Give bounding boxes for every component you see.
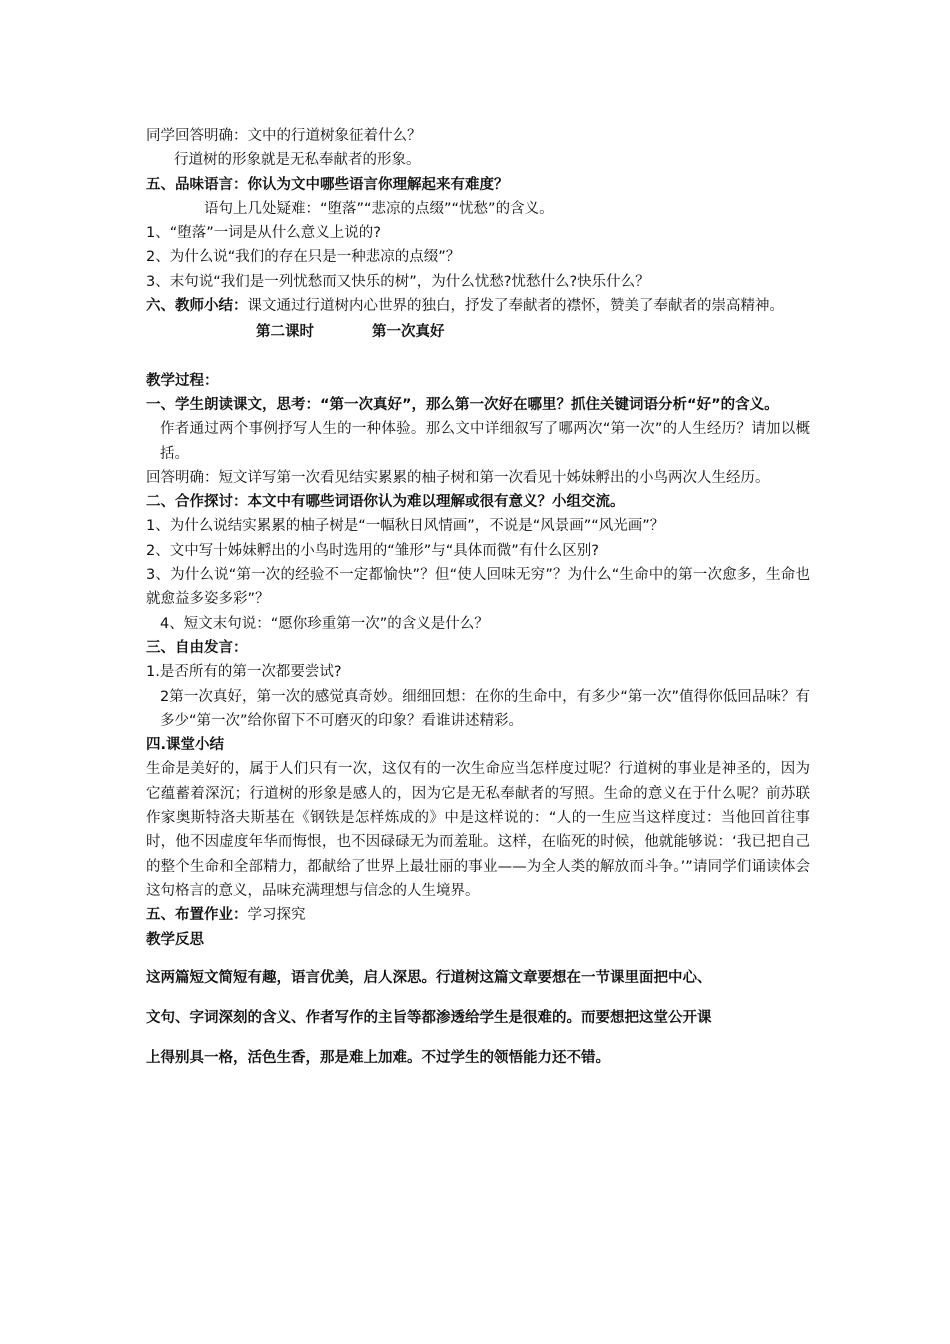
reflection-line: 上得别具一格，活色生香，那是难上加难。不过学生的领悟能力还不错。 [146,1050,610,1067]
question-item: 2、为什么说“我们的存在只是一种悲凉的点缀”？ [146,249,461,266]
paragraph: 作者通过两个事例抒写人生的一种体验。那么文中详细叙写了哪两次“第一次”的人生经历？请加以概括。 [160,421,810,462]
section-heading: 五、布置作业： [146,907,248,924]
reflection-line: 文句、字词深刻的含义、作者写作的主旨等都渗透给学生是很难的。而要想把这堂公开课 [146,1010,712,1027]
reflection-line: 这两篇短文简短有趣，语言优美，启人深思。行道树这篇文章要想在一节课里面把中心、 [146,969,712,986]
text-line: 同学回答明确：文中的行道树象征着什么？ [146,128,422,144]
section-heading: 教学反思 [146,931,204,948]
question-item: 1.是否所有的第一次都要尝试? [146,664,342,681]
question-item: 1、“堕落”一词是从什么意义上说的? [146,225,381,242]
section-heading: 二、合作探讨：本文中有哪些词语你认为难以理解或很有意义？小组交流。 [146,494,625,511]
homework [146,903,810,927]
text-line: 行道树的形象就是无私奉献者的形象。 [174,152,421,169]
paragraph: 生命是美好的，属于人们只有一次，这仅有的一次生命应当怎样度过呢？行道树的事业是神圣的，因为它蕴蓄着深沉；行道树的形象是感人的，因为它是无私奉献者的写照。生命的意义在于什么呢？前苏联作家奥斯特洛夫斯基在《钢铁是怎样炼成的》中是这样说的：“人的一生应当这样度过：当他回首往事时，他不因虚度年华而悔恨，也不因碌碌无为而羞耻。这样，在临死的时候，他就能够说：‘我已把自己的整个生命和全部精力，都献给了世界上最壮丽的事业——为全人类的解放而斗争。’”请同学们诵读体会这句格言的意义，品味充满理想与信念的人生境界。 [146,761,810,899]
homework-text: 学习探究 [247,907,306,924]
question-item: 2第一次真好，第一次的感觉真奇妙。细细回想：在你的生命中，有多少“第一次”值得你低回品味？有多少“第一次”给你留下不可磨灭的印象？看谁讲述精彩。 [160,688,810,729]
question-item: 2、文中写十姊妹孵出的小鸟时选用的“雏形”与“具体而微”有什么区别? [146,542,599,559]
lesson-number: 第二课时 [256,324,314,341]
lesson-title [146,320,810,344]
section-heading: 三、自由发言： [146,639,248,656]
summary-text: 课文通过行道树内心世界的独白，抒发了奉献者的襟怀，赞美了奉献者的崇高精神。 [247,298,784,315]
question-item: 3、末句说“我们是一列忧愁而又快乐的树”，为什么忧愁?忧愁什么?快乐什么？ [146,273,650,290]
question-item: 4、短文末句说：“愿你珍重第一次”的含义是什么？ [160,615,489,632]
question-item: 3、为什么说“第一次的经验不一定都愉快”？但“使人回味无穷”？为什么“生命中的第一次愈多，生命也就愈益多姿多彩”？ [146,567,810,608]
section-heading: 一、学生朗读课文，思考：“第一次真好”，那么第一次好在哪里？抓住关键词语分析“好”的含义。 [146,396,779,413]
section-heading: 五、品味语言：你认为文中哪些语言你理解起来有难度？ [146,176,509,193]
section-heading: 教学过程： [146,372,219,389]
teacher-summary [146,294,810,318]
reflection [146,966,810,1071]
text-line: 语句上几处疑难：“堕落”“悲凉的点缀”“忧愁”的含义。 [204,200,554,217]
section-heading: 四.课堂小结 [146,737,225,754]
question-item: 1、为什么说结实累累的柚子树是“一幅秋日风情画”，不说是“风景画”“风光画”？ [146,518,665,535]
section-heading: 六、教师小结： [146,298,248,315]
document-page [146,124,810,1087]
lesson-name: 第一次真好 [372,324,445,341]
paragraph: 回答明确：短文详写第一次看见结实累累的柚子树和第一次看见十姊妹孵出的小鸟两次人生经历。 [146,469,770,486]
